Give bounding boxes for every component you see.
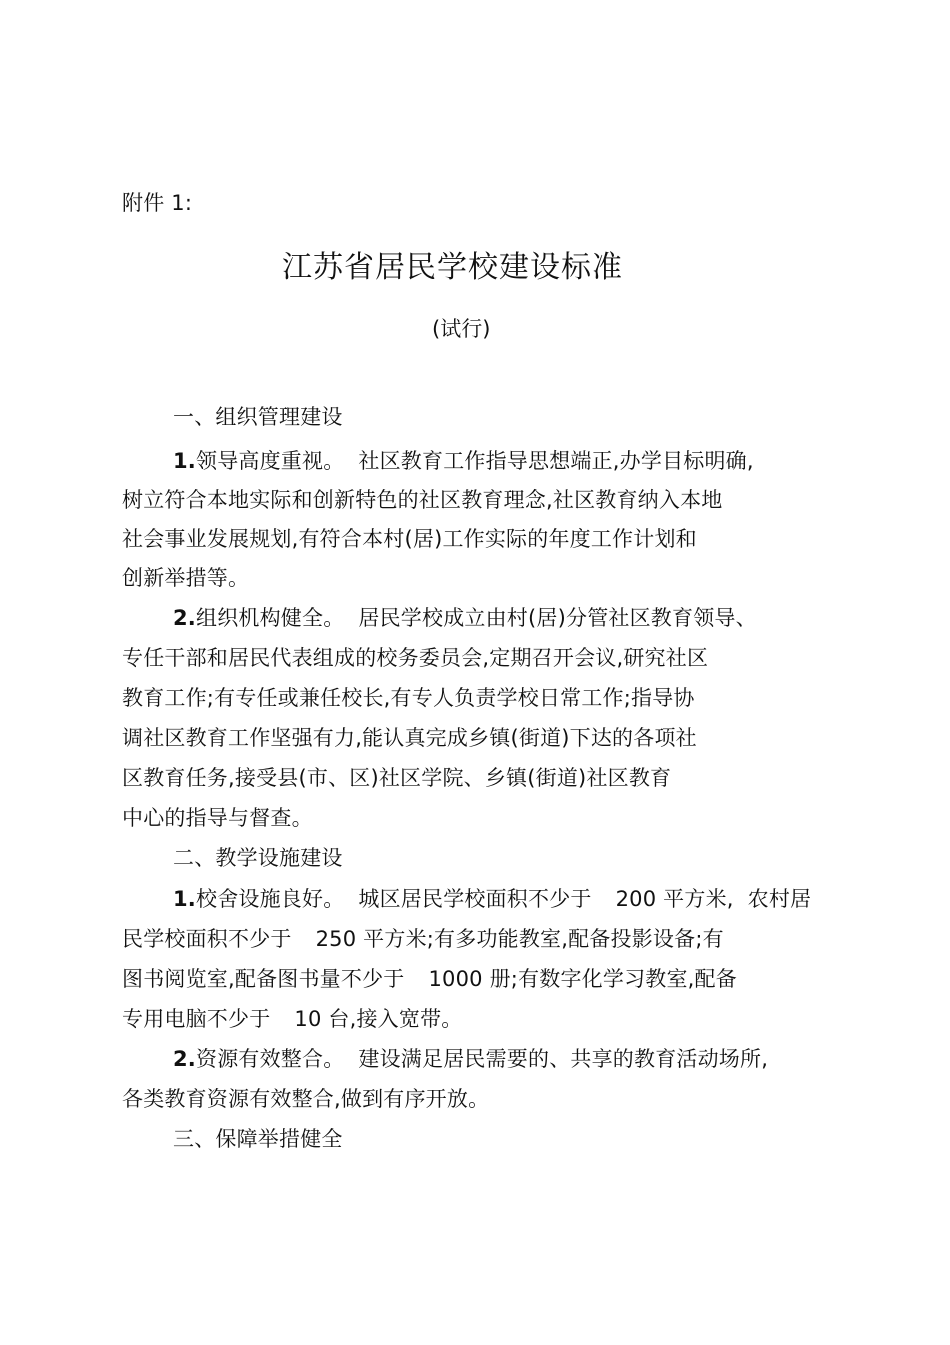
paragraph-line: [173, 1046, 768, 1072]
paragraph-line: [173, 448, 754, 474]
paragraph-line: [122, 1006, 462, 1032]
item-number: 2.: [173, 606, 196, 630]
paragraph-line: 专任干部和居民代表组成的校务委员会,定期召开会议,研究社区: [122, 646, 709, 670]
paragraph-text: 250 平方米;有多功能教室,配备投影设备;有: [315, 927, 724, 951]
item-number: 1.: [173, 449, 196, 473]
paragraph-line: 树立符合本地实际和创新特色的社区教育理念,社区教育纳入本地: [122, 488, 723, 512]
paragraph-text: 专用电脑不少于: [122, 1007, 271, 1031]
section-heading-3: 三、保障举措健全: [173, 1127, 343, 1151]
document-subtitle: (试行): [432, 317, 491, 341]
paragraph-line: [173, 886, 811, 912]
paragraph-text: 居民学校成立由村(居)分管社区教育领导、: [358, 606, 757, 630]
item-lead: 领导高度重视。: [196, 449, 345, 473]
paragraph-line: [122, 966, 737, 992]
paragraph-text: 民学校面积不少于: [122, 927, 292, 951]
paragraph-text: 1000 册;有数字化学习教室,配备: [428, 967, 737, 991]
paragraph-text: 建设满足居民需要的、共享的教育活动场所,: [358, 1047, 769, 1071]
item-lead: 校舍设施良好。: [196, 887, 345, 911]
paragraph-line: 创新举措等。: [122, 566, 250, 590]
paragraph-text: 社区教育工作指导思想端正,办学目标明确,: [358, 449, 754, 473]
paragraph-line: 社会事业发展规划,有符合本村(居)工作实际的年度工作计划和: [122, 527, 697, 551]
attachment-label: 附件 1:: [122, 191, 193, 215]
item-number: 2.: [173, 1047, 196, 1071]
paragraph-line: 中心的指导与督查。: [122, 806, 313, 830]
paragraph-text: 10 台,接入宽带。: [294, 1007, 463, 1031]
paragraph-text: 农村居: [747, 887, 812, 911]
paragraph-text: 城区居民学校面积不少于: [358, 887, 592, 911]
paragraph-line: 调社区教育工作坚强有力,能认真完成乡镇(街道)下达的各项社: [122, 726, 697, 750]
item-lead: 组织机构健全。: [196, 606, 345, 630]
document-title: 江苏省居民学校建设标准: [282, 250, 623, 285]
paragraph-text: 200 平方米,: [615, 887, 734, 911]
item-lead: 资源有效整合。: [196, 1047, 345, 1071]
paragraph-line: [173, 605, 757, 631]
paragraph-line: 各类教育资源有效整合,做到有序开放。: [122, 1087, 490, 1111]
paragraph-text: 图书阅览室,配备图书量不少于: [122, 967, 405, 991]
section-heading-1: 一、组织管理建设: [173, 405, 343, 429]
section-heading-2: 二、教学设施建设: [173, 846, 343, 870]
item-number: 1.: [173, 887, 196, 911]
paragraph-line: 区教育任务,接受县(市、区)社区学院、乡镇(街道)社区教育: [122, 766, 672, 790]
paragraph-line: 教育工作;有专任或兼任校长,有专人负责学校日常工作;指导协: [122, 686, 695, 710]
paragraph-line: [122, 926, 724, 952]
